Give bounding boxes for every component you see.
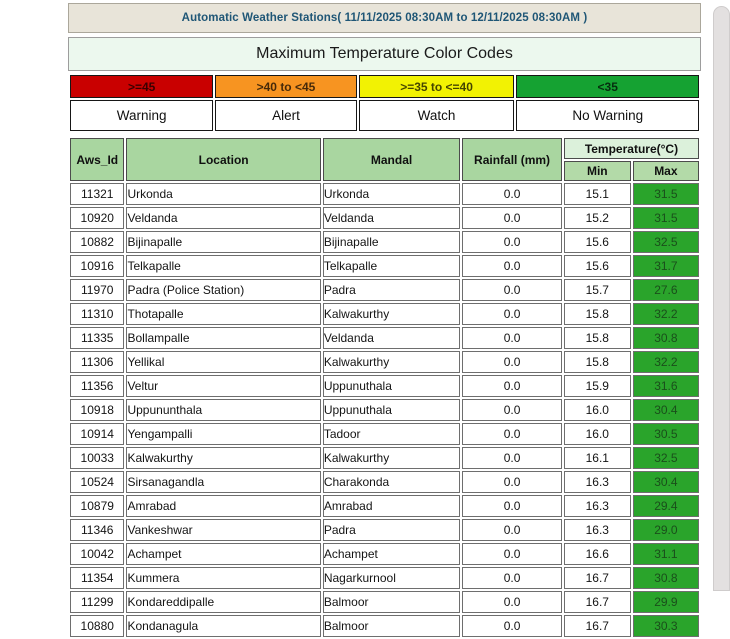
mandal-cell: Uppunuthala [323, 399, 460, 421]
rainfall-cell: 0.0 [462, 591, 562, 613]
mandal-cell: Nagarkurnool [323, 567, 460, 589]
mandal-cell: Veldanda [323, 207, 460, 229]
table-row [70, 615, 699, 637]
location-cell: Kondareddipalle [126, 591, 320, 613]
rainfall-cell: 0.0 [462, 375, 562, 397]
legend-range-alert: >40 to <45 [215, 75, 356, 98]
min-temp-cell: 16.3 [564, 519, 631, 541]
mandal-cell: Kalwakurthy [323, 447, 460, 469]
location-cell: Yellikal [126, 351, 320, 373]
min-temp-cell: 16.0 [564, 399, 631, 421]
legend-range-watch: >=35 to <=40 [359, 75, 515, 98]
min-temp-cell: 16.1 [564, 447, 631, 469]
mandal-cell: Telkapalle [323, 255, 460, 277]
table-row [70, 303, 699, 325]
location-cell: Bollampalle [126, 327, 320, 349]
location-cell: Yengampalli [126, 423, 320, 445]
col-header-mandal: Mandal [323, 138, 460, 181]
aws-id-cell: 10914 [70, 423, 124, 445]
rainfall-cell: 0.0 [462, 207, 562, 229]
legend-range-warning: >=45 [70, 75, 213, 98]
table-row [70, 327, 699, 349]
col-header-location: Location [126, 138, 320, 181]
min-temp-cell: 15.1 [564, 183, 631, 205]
aws-id-cell: 10524 [70, 471, 124, 493]
rainfall-cell: 0.0 [462, 471, 562, 493]
mandal-cell: Veldanda [323, 327, 460, 349]
rainfall-cell: 0.0 [462, 351, 562, 373]
rainfall-cell: 0.0 [462, 519, 562, 541]
min-temp-cell: 16.6 [564, 543, 631, 565]
mandal-cell: Bijinapalle [323, 231, 460, 253]
table-row [70, 375, 699, 397]
location-cell: Kummera [126, 567, 320, 589]
max-temp-cell: 31.6 [633, 375, 699, 397]
stations-table-header [70, 138, 699, 181]
max-temp-cell: 32.5 [633, 447, 699, 469]
table-row [70, 255, 699, 277]
min-temp-cell: 16.7 [564, 591, 631, 613]
rainfall-cell: 0.0 [462, 399, 562, 421]
table-row [70, 399, 699, 421]
table-row [70, 519, 699, 541]
min-temp-cell: 16.7 [564, 615, 631, 637]
color-codes-title-text: Maximum Temperature Color Codes [256, 45, 513, 62]
stations-table-body [70, 183, 699, 637]
max-temp-cell: 30.5 [633, 423, 699, 445]
aws-id-cell: 11970 [70, 279, 124, 301]
table-row [70, 567, 699, 589]
legend-range-row [70, 75, 699, 98]
table-row [70, 423, 699, 445]
table-row [70, 471, 699, 493]
table-row [70, 543, 699, 565]
max-temp-cell: 32.2 [633, 351, 699, 373]
location-cell: Sirsanagandla [126, 471, 320, 493]
aws-id-cell: 10879 [70, 495, 124, 517]
report-period-banner [68, 3, 701, 33]
mandal-cell: Balmoor [323, 615, 460, 637]
rainfall-cell: 0.0 [462, 255, 562, 277]
min-temp-cell: 16.3 [564, 495, 631, 517]
rainfall-cell: 0.0 [462, 615, 562, 637]
min-temp-cell: 16.3 [564, 471, 631, 493]
mandal-cell: Uppunuthala [323, 375, 460, 397]
max-temp-cell: 30.4 [633, 471, 699, 493]
location-cell: Bijinapalle [126, 231, 320, 253]
location-cell: Kondanagula [126, 615, 320, 637]
min-temp-cell: 15.2 [564, 207, 631, 229]
col-header-temp-min: Min [564, 161, 631, 181]
location-cell: Padra (Police Station) [126, 279, 320, 301]
table-row [70, 495, 699, 517]
aws-id-cell: 10033 [70, 447, 124, 469]
mandal-cell: Achampet [323, 543, 460, 565]
rainfall-cell: 0.0 [462, 279, 562, 301]
table-row [70, 279, 699, 301]
stations-table [68, 136, 701, 639]
aws-id-cell: 10042 [70, 543, 124, 565]
table-row [70, 447, 699, 469]
legend-label-alert: Alert [215, 100, 356, 131]
max-temp-cell: 31.5 [633, 207, 699, 229]
aws-id-cell: 11306 [70, 351, 124, 373]
location-cell: Vankeshwar [126, 519, 320, 541]
weather-stations-page [68, 0, 701, 639]
max-temp-cell: 30.8 [633, 567, 699, 589]
aws-id-cell: 10918 [70, 399, 124, 421]
legend-label-warning: Warning [70, 100, 213, 131]
rainfall-cell: 0.0 [462, 423, 562, 445]
max-temp-cell: 30.4 [633, 399, 699, 421]
min-temp-cell: 15.8 [564, 351, 631, 373]
legend-label-watch: Watch [359, 100, 515, 131]
min-temp-cell: 15.7 [564, 279, 631, 301]
location-cell: Kalwakurthy [126, 447, 320, 469]
table-row [70, 591, 699, 613]
report-period-text: Automatic Weather Stations( 11/11/2025 08:30AM to 12/11/2025 08:30AM ) [181, 12, 588, 24]
aws-id-cell: 11299 [70, 591, 124, 613]
min-temp-cell: 16.7 [564, 567, 631, 589]
location-cell: Achampet [126, 543, 320, 565]
rainfall-cell: 0.0 [462, 231, 562, 253]
aws-id-cell: 10920 [70, 207, 124, 229]
aws-id-cell: 11321 [70, 183, 124, 205]
table-row [70, 207, 699, 229]
aws-id-cell: 11346 [70, 519, 124, 541]
location-cell: Veltur [126, 375, 320, 397]
min-temp-cell: 15.6 [564, 255, 631, 277]
max-temp-cell: 31.1 [633, 543, 699, 565]
location-cell: Veldanda [126, 207, 320, 229]
max-temp-cell: 32.5 [633, 231, 699, 253]
location-cell: Telkapalle [126, 255, 320, 277]
legend-label-row [70, 100, 699, 131]
scrollbar-track[interactable] [713, 6, 730, 591]
location-cell: Uppununthala [126, 399, 320, 421]
location-cell: Amrabad [126, 495, 320, 517]
aws-id-cell: 11356 [70, 375, 124, 397]
max-temp-cell: 32.2 [633, 303, 699, 325]
table-row [70, 183, 699, 205]
max-temp-cell: 30.8 [633, 327, 699, 349]
mandal-cell: Padra [323, 519, 460, 541]
rainfall-cell: 0.0 [462, 183, 562, 205]
mandal-cell: Balmoor [323, 591, 460, 613]
min-temp-cell: 15.8 [564, 303, 631, 325]
rainfall-cell: 0.0 [462, 327, 562, 349]
color-code-legend [68, 73, 701, 133]
legend-range-no-warning: <35 [516, 75, 699, 98]
max-temp-cell: 30.3 [633, 615, 699, 637]
legend-label-no-warning: No Warning [516, 100, 699, 131]
rainfall-cell: 0.0 [462, 543, 562, 565]
rainfall-cell: 0.0 [462, 495, 562, 517]
aws-id-cell: 11310 [70, 303, 124, 325]
rainfall-cell: 0.0 [462, 303, 562, 325]
col-header-rainfall: Rainfall (mm) [462, 138, 562, 181]
min-temp-cell: 15.6 [564, 231, 631, 253]
location-cell: Urkonda [126, 183, 320, 205]
mandal-cell: Urkonda [323, 183, 460, 205]
mandal-cell: Kalwakurthy [323, 351, 460, 373]
aws-id-cell: 11335 [70, 327, 124, 349]
mandal-cell: Tadoor [323, 423, 460, 445]
max-temp-cell: 31.7 [633, 255, 699, 277]
table-row [70, 231, 699, 253]
max-temp-cell: 27.6 [633, 279, 699, 301]
max-temp-cell: 29.9 [633, 591, 699, 613]
rainfall-cell: 0.0 [462, 447, 562, 469]
color-codes-title [68, 37, 701, 71]
mandal-cell: Charakonda [323, 471, 460, 493]
min-temp-cell: 15.9 [564, 375, 631, 397]
max-temp-cell: 29.4 [633, 495, 699, 517]
mandal-cell: Padra [323, 279, 460, 301]
aws-id-cell: 10880 [70, 615, 124, 637]
aws-id-cell: 10916 [70, 255, 124, 277]
aws-id-cell: 10882 [70, 231, 124, 253]
mandal-cell: Amrabad [323, 495, 460, 517]
col-header-temp-max: Max [633, 161, 699, 181]
min-temp-cell: 15.8 [564, 327, 631, 349]
aws-id-cell: 11354 [70, 567, 124, 589]
col-header-aws-id: Aws_Id [70, 138, 124, 181]
location-cell: Thotapalle [126, 303, 320, 325]
max-temp-cell: 29.0 [633, 519, 699, 541]
table-row [70, 351, 699, 373]
min-temp-cell: 16.0 [564, 423, 631, 445]
rainfall-cell: 0.0 [462, 567, 562, 589]
max-temp-cell: 31.5 [633, 183, 699, 205]
col-header-temperature: Temperature(°C) [564, 138, 699, 159]
mandal-cell: Kalwakurthy [323, 303, 460, 325]
